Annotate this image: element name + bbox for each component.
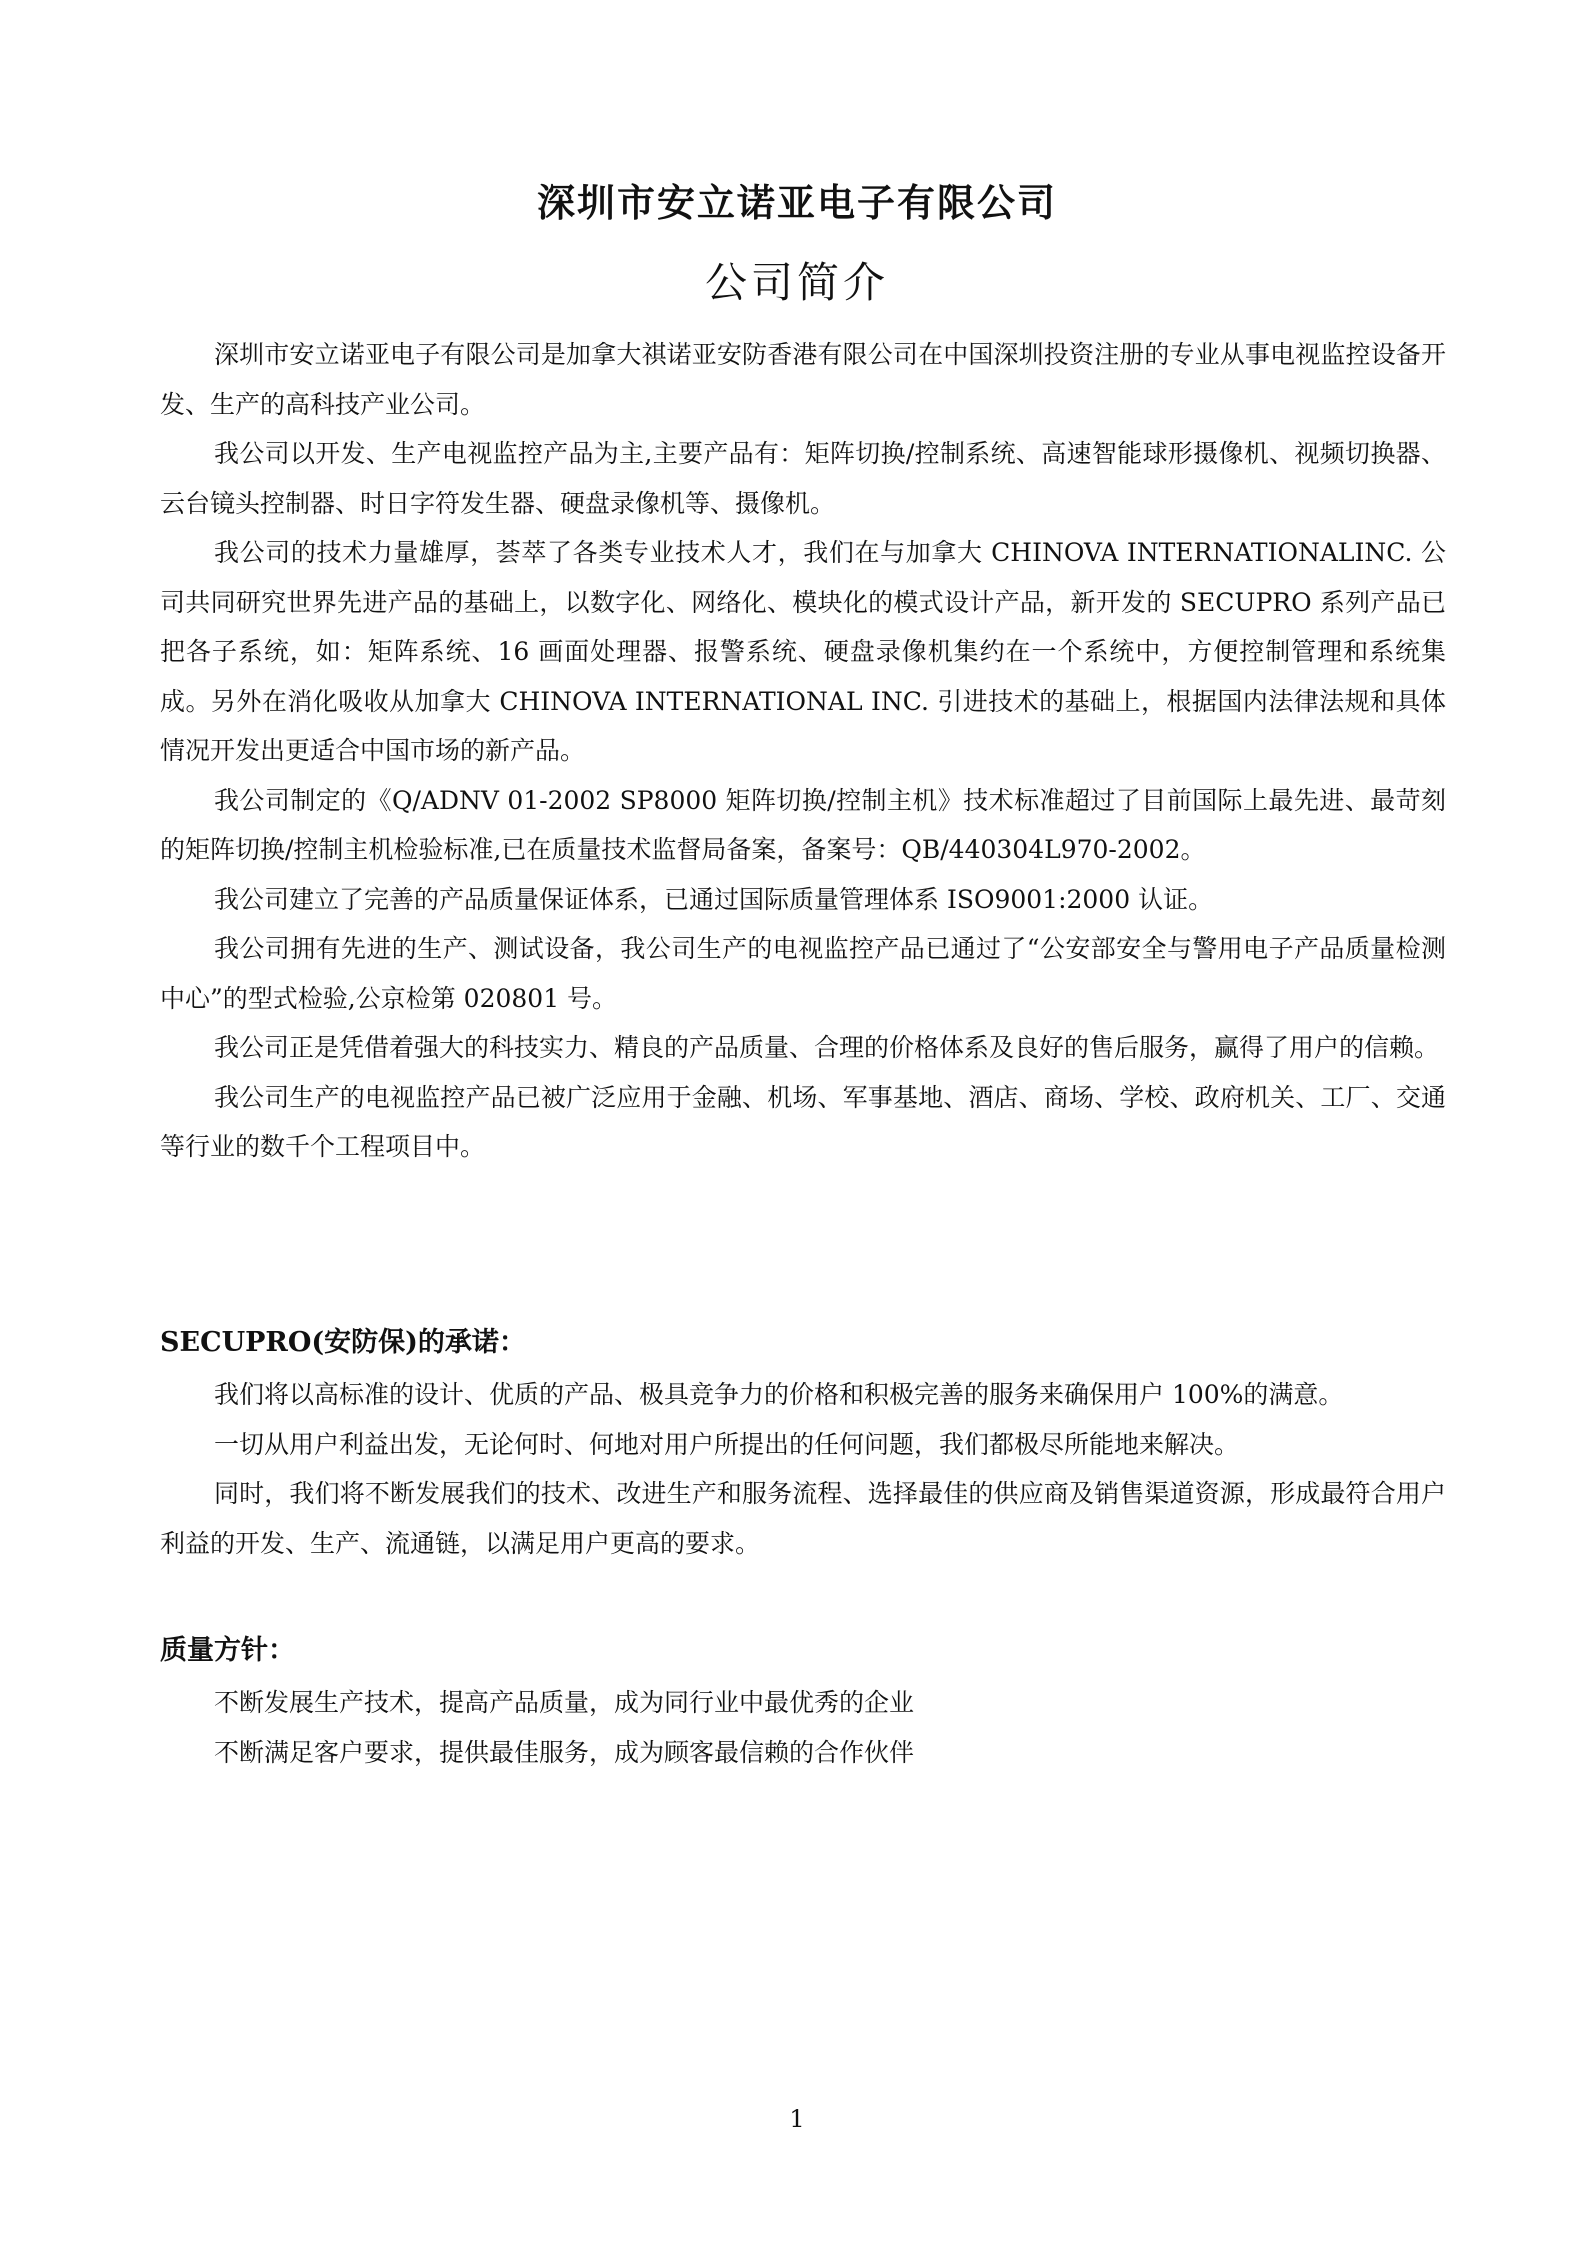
document-title: 公司简介: [704, 258, 889, 307]
intro-paragraph: 我公司正是凭借着强大的科技实力、精良的产品质量、合理的价格体系及良好的售后服务，赢得了用户的信赖。: [214, 1033, 1440, 1062]
intro-paragraph: 我公司建立了完善的产品质量保证体系，已通过国际质量管理体系 ISO9001:2000 认证。: [214, 884, 1214, 914]
quality-policy-heading: 质量方针：: [160, 1635, 295, 1666]
quality-policy-section: [160, 1678, 1446, 1777]
commitment-heading: SECUPRO(安防保)的承诺：: [160, 1327, 526, 1358]
quality-policy-line: 不断发展生产技术，提高产品质量，成为同行业中最优秀的企业: [214, 1688, 915, 1717]
commitment-paragraph: 同时，我们将不断发展我们的技术、改进生产和服务流程、选择最佳的供应商及销售渠道资源，形成最符合用户利益的开发、生产、流通链，以满足用户更高的要求。: [160, 1479, 1446, 1558]
intro-paragraph: 我公司生产的电视监控产品已被广泛应用于金融、机场、军事基地、酒店、商场、学校、政府机关、工厂、交通等行业的数千个工程项目中。: [160, 1082, 1446, 1161]
quality-policy-line: 不断满足客户要求，提供最佳服务，成为顾客最信赖的合作伙伴: [214, 1737, 915, 1767]
commitment-paragraph: 我们将以高标准的设计、优质的产品、极具竞争力的价格和积极完善的服务来确保用户 100%的满意。: [214, 1380, 1344, 1409]
intro-paragraph: 我公司拥有先进的生产、测试设备，我公司生产的电视监控产品已通过了“公安部安全与警用电子产品质量检测中心”的型式检验,公京检第 020801 号。: [160, 934, 1446, 1013]
intro-paragraph: 我公司制定的《Q/ADNV 01-2002 SP8000 矩阵切换/控制主机》技术标准超过了目前国际上最先进、最苛刻的矩阵切换/控制主机检验标准,已在质量技术监督局备案，备案号：QB/440304L970-2002。: [160, 785, 1446, 864]
intro-paragraph: 我公司以开发、生产电视监控产品为主,主要产品有：矩阵切换/控制系统、高速智能球形摄像机、视频切换器、云台镜头控制器、时日字符发生器、硬盘录像机等、摄像机。: [160, 439, 1446, 518]
intro-paragraph: 我公司的技术力量雄厚，荟萃了各类专业技术人才，我们在与加拿大 CHINOVA INTERNATIONALINC. 公司共同研究世界先进产品的基础上，以数字化、网络化、模块化的模式设计产品，新开发的 SECUPRO 系列产品已把各子系统，如：矩阵系统、16 画面处理器、报警系统、硬盘录像机集约在一个系统中，方便控制管理和系统集成。另外在消化吸收从加拿大 CHINOVA INTERNATIONAL INC. 引进技术的基础上，根据国内法律法规和具体情况开发出更适合中国市场的新产品。: [160, 538, 1446, 765]
commitment-section: [160, 1370, 1446, 1568]
commitment-paragraph: 一切从用户利益出发，无论何时、何地对用户所提出的任何问题，我们都极尽所能地来解决。: [214, 1429, 1240, 1459]
intro-paragraph: 深圳市安立诺亚电子有限公司是加拿大祺诺亚安防香港有限公司在中国深圳投资注册的专业从事电视监控设备开发、生产的高科技产业公司。: [160, 340, 1446, 419]
company-name: 深圳市安立诺亚电子有限公司: [536, 180, 1057, 225]
page-number: 1: [789, 2105, 805, 2133]
intro-section: [160, 330, 1446, 1172]
